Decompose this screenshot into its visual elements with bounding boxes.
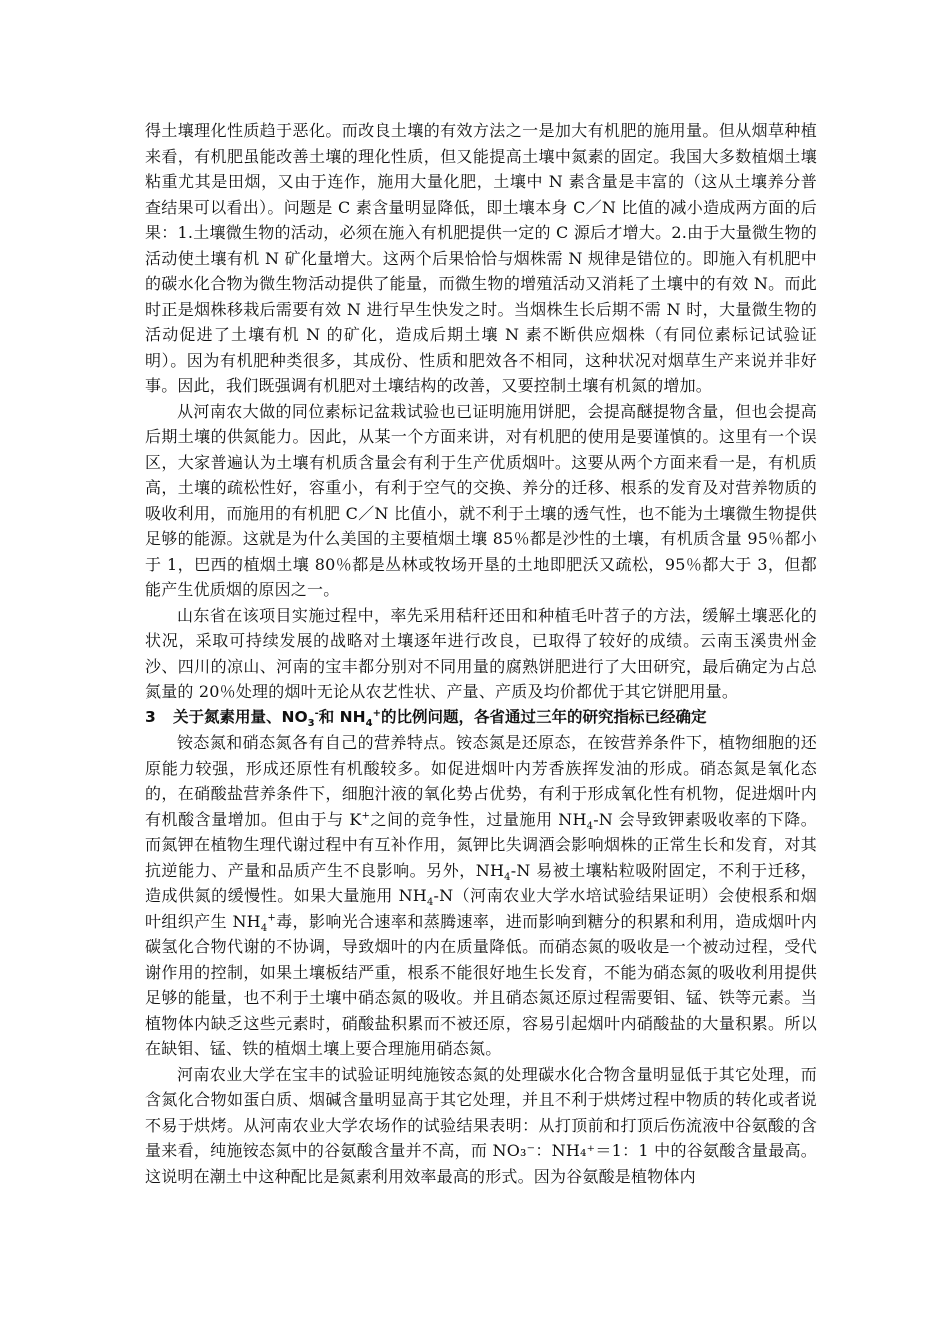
section-heading: 3 关于氮素用量、$NO_3^-$和 $NH_4^+$的比例问题，各省通过三年的研究指标已经确定: [145, 705, 817, 731]
heading-text-a: 关于氮素用量、NO: [173, 707, 308, 726]
section-number: 3: [145, 707, 156, 726]
paragraph-henan-isotope-test: 从河南农大做的同位素标记盆栽试验也已证明施用饼肥，会提高醚提物含量，但也会提高后期土壤的供氮能力。因此，从某一个方面来讲，对有机肥的使用是要谨慎的。这里有一个误区，大家普遍认为土壤有机质含量会有利于生产优质烟叶。这要从两个方面来看一是，有机质高，土壤的疏松性好，容重小，有利于空气的交换、养分的迁移、根系的发育及对营养物质的吸收利用，而施用的有机肥 C／N 比值小，就不利于土壤的透气性，也不能为土壤微生物提供足够的能源。这就是为什么美国的主要植烟土壤 85％都是沙性的土壤，有机质含量 95％都小于 1，巴西的植烟土壤 80％都是丛林或牧场开垦的土地即肥沃又疏松，95％都大于 3，但都能产生优质烟的原因之一。: [145, 401, 817, 599]
document-page: [145, 118, 817, 1189]
heading-text-c: 的比例问题，各省通过三年的研究指标已经确定: [380, 707, 707, 726]
paragraph-soil-organic-fertilizer: 得土壤理化性质趋于恶化。而改良土壤的有效方法之一是加大有机肥的施用量。但从烟草种植来看，有机肥虽能改善土壤的理化性质，但又能提高土壤中氮素的固定。我国大多数植烟土壤粘重尤其是田烟，又由于连作，施用大量化肥，土壤中 N 素含量是丰富的（这从土壤养分普查结果可以看出）。问题是 C 素含量明显降低，即土壤本身 C／N 比值的减小造成两方面的后果：1.土壤微生物的活动，必须在施入有机肥提供一定的 C 源后才增大。2.由于大量微生物的活动使土壤有机 N 矿化量增大。这两个后果恰恰与烟株需 N 规律是错位的。即施入有机肥中的碳水化合物为微生物活动提供了能量，而微生物的增殖活动又消耗了土壤中的有效 N。而此时正是烟株移栽后需要有效 N 进行早生快发之时。当烟株生长后期不需 N 时，大量微生物的活动促进了土壤有机 N 的矿化，造成后期土壤 N 素不断供应烟株（有同位素标记试验证明）。因为有机肥种类很多，其成份、性质和肥效各不相同，这种状况对烟草生产来说并非好事。因此，我们既强调有机肥对土壤结构的改善，又要控制土壤有机氮的增加。: [145, 121, 817, 395]
heading-text-b: 和 NH: [318, 707, 366, 726]
paragraph-provinces-cake-fertilizer: 山东省在该项目实施过程中，率先采用秸秆还田和种植毛叶苕子的方法，缓解土壤恶化的状况，采取可持续发展的战略对土壤逐年进行改良，已取得了较好的成绩。云南玉溪贵州金沙、四川的凉山、河南的宝丰都分别对不同用量的腐熟饼肥进行了大田研究，最后确定为占总氮量的 20％处理的烟叶无论从农艺性状、产量、产质及均价都优于其它饼肥用量。: [145, 605, 817, 701]
paragraph-baofeng-test: 河南农业大学在宝丰的试验证明纯施铵态氮的处理碳水化合物含量明显低于其它处理，而含氮化合物如蛋白质、烟碱含量明显高于其它处理，并且不利于烘烤过程中物质的转化或者说不易于烘烤。从河南农业大学农场作的试验结果表明：从打顶前和打顶后伤流液中谷氨酸的含量来看，纯施铵态氮中的谷氨酸含量并不高，而 NO₃⁻：NH₄⁺＝1：1 中的谷氨酸含量最高。这说明在潮土中这种配比是氮素利用效率最高的形式。因为谷氨酸是植物体内: [145, 1064, 817, 1186]
paragraph-ammonium-nitrate: 铵态氮和硝态氮各有自己的营养特点。铵态氮是还原态，在铵营养条件下，植物细胞的还原能力较强，形成还原性有机酸较多。如促进烟叶内芳香族挥发油的形成。硝态氮是氧化态的，在硝酸盐营养条件下，细胞汁液的氧化势占优势，有利于形成氧化性有机物，促进烟叶内有机酸含量增加。但由于与 K+之间的竞争性，过量施用 $NH_4-N$ 会导致钾素吸收率的下降。而氮钾在植物生理代谢过程中有互补作用，氮钾比失调酒会影响烟株的正常生长和发育，对其抗逆能力、产量和品质产生不良影响。另外，$NH_4-N$ 易被土壤粘粒吸附固定，不利于迁移，造成供氮的缓慢性。如果大量施用 $NH_4-N$（河南农业大学水培试验结果证明）会使根系和烟叶组织产生 $NH_4^+$毒，影响光合速率和蒸腾速率，进而影响到糖分的积累和利用，造成烟叶内碳氢化合物代谢的不协调，导致烟叶的内在质量降低。而硝态氮的吸收是一个被动过程，受代谢作用的控制，如果土壤板结严重，根系不能很好地生长发育，不能为硝态氮的吸收利用提供足够的能量，也不利于土壤中硝态氮的吸收。并且硝态氮还原过程需要钼、锰、铁等元素。当植物体内缺乏这些元素时，硝酸盐积累而不被还原，容易引起烟叶内硝酸盐的大量积累。所以在缺钼、锰、铁的植烟土壤上要合理施用硝态氮。: [145, 733, 817, 1058]
